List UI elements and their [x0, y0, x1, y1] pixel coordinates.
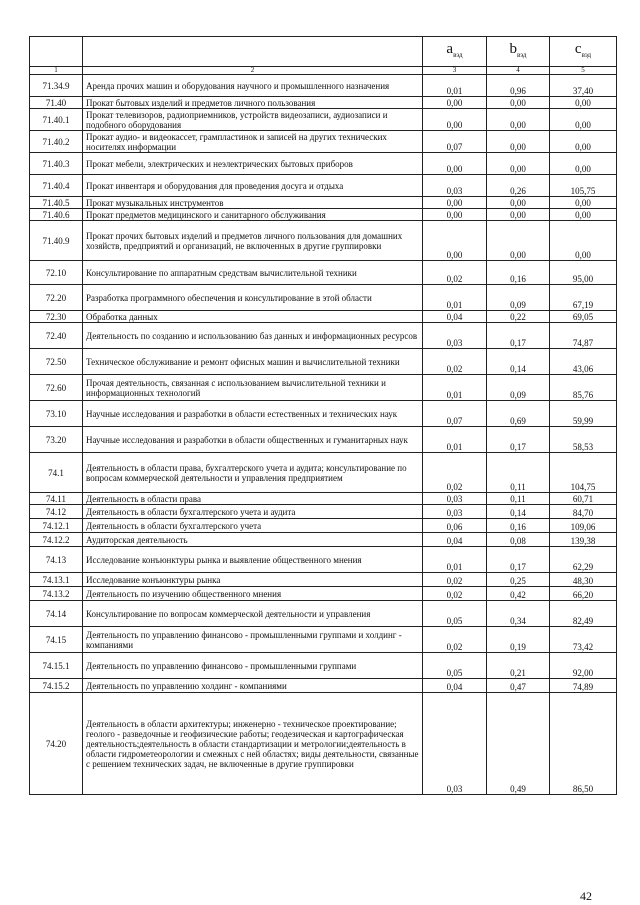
- row-description: Деятельность в области архитектуры; инженерно - техническое проектирование; геолого - разведочные и геофизические работы; геодезическая и картографическая деятельность;деятельность в области стандартизации и метрологии;деятельность в области гидрометеорологии и смежных с ней областях; виды деятельности, связанные с решением технических задач, не включенные в другие группировки: [83, 693, 423, 795]
- row-a-value: 0,01: [423, 375, 487, 401]
- row-a-value: 0,00: [423, 153, 487, 175]
- row-c-value: 104,75: [550, 453, 617, 493]
- row-description: Разработка программного обеспечения и консультирование в этой области: [83, 285, 423, 311]
- row-code: 71.40.3: [30, 153, 83, 175]
- row-c-value: 105,75: [550, 175, 617, 197]
- row-a-value: 0,03: [423, 505, 487, 519]
- row-description: Прокат инвентаря и оборудования для проведения досуга и отдыха: [83, 175, 423, 197]
- row-description: Деятельность в области права: [83, 493, 423, 505]
- index-3: 3: [423, 67, 487, 75]
- row-b-value: 0,00: [487, 97, 550, 109]
- header-a-label: a: [446, 40, 454, 57]
- table-row: [30, 131, 617, 153]
- row-c-value: 0,00: [550, 131, 617, 153]
- row-code: 74.14: [30, 601, 83, 627]
- row-a-value: 0,03: [423, 323, 487, 349]
- row-a-value: 0,07: [423, 131, 487, 153]
- row-description: Прокат телевизоров, радиоприемников, устройств видеозаписи, аудиозаписи и подобного оборудования: [83, 109, 423, 131]
- header-c-sub: вэд: [581, 50, 592, 59]
- row-code: 72.30: [30, 311, 83, 323]
- table-row: [30, 601, 617, 627]
- row-b-value: 0,16: [487, 519, 550, 533]
- row-description: Деятельность по управлению холдинг - компаниями: [83, 679, 423, 693]
- row-description: Прокат музыкальных инструментов: [83, 197, 423, 209]
- table-row: [30, 209, 617, 221]
- index-4: 4: [487, 67, 550, 75]
- row-code: 74.15: [30, 627, 83, 653]
- row-description: Аудиторская деятельность: [83, 533, 423, 547]
- row-a-value: 0,05: [423, 601, 487, 627]
- row-code: 71.40.2: [30, 131, 83, 153]
- row-code: 74.13.1: [30, 573, 83, 587]
- row-code: 73.20: [30, 427, 83, 453]
- row-b-value: 0,11: [487, 453, 550, 493]
- row-a-value: 0,02: [423, 453, 487, 493]
- header-b-sub: вэд: [516, 50, 527, 59]
- table-row: [30, 349, 617, 375]
- row-b-value: 0,00: [487, 197, 550, 209]
- table-row: [30, 97, 617, 109]
- row-code: 74.15.2: [30, 679, 83, 693]
- row-code: 71.40.1: [30, 109, 83, 131]
- index-5: 5: [550, 67, 617, 75]
- row-description: Прокат бытовых изделий и предметов личного пользования: [83, 97, 423, 109]
- row-code: 72.10: [30, 261, 83, 285]
- table-row: [30, 75, 617, 97]
- row-c-value: 59,99: [550, 401, 617, 427]
- row-c-value: 0,00: [550, 209, 617, 221]
- row-b-value: 0,69: [487, 401, 550, 427]
- row-description: Консультирование по вопросам коммерческой деятельности и управления: [83, 601, 423, 627]
- row-description: Научные исследования и разработки в области естественных и технических наук: [83, 401, 423, 427]
- row-c-value: 66,20: [550, 587, 617, 601]
- table-row: [30, 197, 617, 209]
- row-c-value: 0,00: [550, 97, 617, 109]
- row-b-value: 0,34: [487, 601, 550, 627]
- index-1: 1: [30, 67, 83, 75]
- row-c-value: 92,00: [550, 653, 617, 679]
- header-c-cell: [550, 37, 617, 67]
- row-code: 74.13.2: [30, 587, 83, 601]
- row-b-value: 0,00: [487, 209, 550, 221]
- row-a-value: 0,05: [423, 653, 487, 679]
- table-row: [30, 587, 617, 601]
- row-b-value: 0,17: [487, 323, 550, 349]
- index-2: 2: [83, 67, 423, 75]
- row-b-value: 0,17: [487, 547, 550, 573]
- row-a-value: 0,03: [423, 493, 487, 505]
- row-description: Прокат прочих бытовых изделий и предметов личного пользования для домашних хозяйств, предприятий и организаций, не включенных в другие группировки: [83, 221, 423, 261]
- row-description: Деятельность по изучению общественного мнения: [83, 587, 423, 601]
- header-row: [30, 37, 617, 67]
- row-a-value: 0,00: [423, 109, 487, 131]
- row-a-value: 0,02: [423, 587, 487, 601]
- row-b-value: 0,26: [487, 175, 550, 197]
- row-a-value: 0,02: [423, 349, 487, 375]
- row-code: 74.13: [30, 547, 83, 573]
- row-code: 71.40: [30, 97, 83, 109]
- row-c-value: 139,38: [550, 533, 617, 547]
- row-c-value: 82,49: [550, 601, 617, 627]
- row-a-value: 0,02: [423, 627, 487, 653]
- table-row: [30, 375, 617, 401]
- page-number: 42: [580, 889, 592, 903]
- row-c-value: 109,06: [550, 519, 617, 533]
- row-c-value: 0,00: [550, 221, 617, 261]
- row-c-value: 43,06: [550, 349, 617, 375]
- table-row: [30, 311, 617, 323]
- row-b-value: 0,22: [487, 311, 550, 323]
- table-row: [30, 533, 617, 547]
- row-c-value: 48,30: [550, 573, 617, 587]
- row-description: Техническое обслуживание и ремонт офисных машин и вычислительной техники: [83, 349, 423, 375]
- row-code: 72.20: [30, 285, 83, 311]
- table-row: [30, 573, 617, 587]
- row-c-value: 58,53: [550, 427, 617, 453]
- table-row: [30, 693, 617, 795]
- row-a-value: 0,01: [423, 547, 487, 573]
- table-row: [30, 323, 617, 349]
- row-a-value: 0,01: [423, 285, 487, 311]
- row-b-value: 0,09: [487, 285, 550, 311]
- table-row: [30, 427, 617, 453]
- row-code: 72.60: [30, 375, 83, 401]
- row-a-value: 0,02: [423, 573, 487, 587]
- row-a-value: 0,04: [423, 679, 487, 693]
- row-b-value: 0,47: [487, 679, 550, 693]
- row-b-value: 0,09: [487, 375, 550, 401]
- table-row: [30, 221, 617, 261]
- header-a-cell: [423, 37, 487, 67]
- row-description: Деятельность по созданию и использованию баз данных и информационных ресурсов: [83, 323, 423, 349]
- row-code: 74.15.1: [30, 653, 83, 679]
- row-c-value: 86,50: [550, 693, 617, 795]
- row-code: 72.40: [30, 323, 83, 349]
- row-description: Деятельность в области права, бухгалтерского учета и аудита; консультирование по вопросам коммерческой деятельности и управления предприятием: [83, 453, 423, 493]
- row-c-value: 37,40: [550, 75, 617, 97]
- row-code: 71.40.6: [30, 209, 83, 221]
- coefficients-table: [29, 36, 617, 795]
- table-row: [30, 153, 617, 175]
- row-description: Прокат мебели, электрических и неэлектрических бытовых приборов: [83, 153, 423, 175]
- row-code: 71.34.9: [30, 75, 83, 97]
- row-a-value: 0,02: [423, 261, 487, 285]
- row-code: 74.12.2: [30, 533, 83, 547]
- row-description: Деятельность по управлению финансово - промышленными группами и холдинг - компаниями: [83, 627, 423, 653]
- row-a-value: 0,03: [423, 175, 487, 197]
- row-description: Деятельность в области бухгалтерского учета и аудита: [83, 505, 423, 519]
- row-code: 74.12.1: [30, 519, 83, 533]
- row-c-value: 0,00: [550, 109, 617, 131]
- header-b-label: b: [509, 40, 517, 57]
- table-row: [30, 679, 617, 693]
- table-row: [30, 175, 617, 197]
- row-code: 71.40.9: [30, 221, 83, 261]
- row-description: Прокат аудио- и видеокассет, грампластинок и записей на других технических носителях информации: [83, 131, 423, 153]
- table-row: [30, 109, 617, 131]
- row-b-value: 0,00: [487, 131, 550, 153]
- row-code: 73.10: [30, 401, 83, 427]
- row-b-value: 0,00: [487, 109, 550, 131]
- row-code: 74.11: [30, 493, 83, 505]
- row-description: Обработка данных: [83, 311, 423, 323]
- row-b-value: 0,14: [487, 505, 550, 519]
- row-a-value: 0,06: [423, 519, 487, 533]
- row-c-value: 74,87: [550, 323, 617, 349]
- row-c-value: 67,19: [550, 285, 617, 311]
- table-row: [30, 493, 617, 505]
- row-c-value: 0,00: [550, 153, 617, 175]
- row-c-value: 62,29: [550, 547, 617, 573]
- table-row: [30, 627, 617, 653]
- row-c-value: 60,71: [550, 493, 617, 505]
- table-row: [30, 505, 617, 519]
- row-c-value: 85,76: [550, 375, 617, 401]
- row-b-value: 0,11: [487, 493, 550, 505]
- row-code: 74.1: [30, 453, 83, 493]
- header-a-sub: вэд: [453, 50, 463, 59]
- row-a-value: 0,01: [423, 427, 487, 453]
- row-b-value: 0,42: [487, 587, 550, 601]
- table-row: [30, 653, 617, 679]
- row-a-value: 0,00: [423, 221, 487, 261]
- row-description: Исследование конъюнктуры рынка и выявление общественного мнения: [83, 547, 423, 573]
- row-code: 71.40.5: [30, 197, 83, 209]
- row-description: Прочая деятельность, связанная с использованием вычислительной техники и информационных технологий: [83, 375, 423, 401]
- row-description: Прокат предметов медицинского и санитарного обслуживания: [83, 209, 423, 221]
- row-c-value: 74,89: [550, 679, 617, 693]
- row-b-value: 0,00: [487, 153, 550, 175]
- row-c-value: 69,05: [550, 311, 617, 323]
- table-row: [30, 285, 617, 311]
- row-a-value: 0,04: [423, 533, 487, 547]
- row-description: Деятельность в области бухгалтерского учета: [83, 519, 423, 533]
- row-a-value: 0,04: [423, 311, 487, 323]
- row-a-value: 0,00: [423, 209, 487, 221]
- row-description: Консультирование по аппаратным средствам вычислительной техники: [83, 261, 423, 285]
- row-b-value: 0,14: [487, 349, 550, 375]
- row-description: Деятельность по управлению финансово - промышленными группами: [83, 653, 423, 679]
- row-a-value: 0,01: [423, 75, 487, 97]
- row-b-value: 0,16: [487, 261, 550, 285]
- header-c-label: c: [574, 40, 582, 57]
- row-a-value: 0,07: [423, 401, 487, 427]
- header-desc-cell: [83, 37, 423, 67]
- header-b-cell: [487, 37, 550, 67]
- row-c-value: 95,00: [550, 261, 617, 285]
- row-b-value: 0,49: [487, 693, 550, 795]
- row-a-value: 0,00: [423, 97, 487, 109]
- column-index-row: [30, 67, 617, 75]
- row-a-value: 0,03: [423, 693, 487, 795]
- row-description: Аренда прочих машин и оборудования научного и промышленного назначения: [83, 75, 423, 97]
- row-code: 71.40.4: [30, 175, 83, 197]
- table-row: [30, 519, 617, 533]
- row-code: 74.12: [30, 505, 83, 519]
- row-b-value: 0,00: [487, 221, 550, 261]
- row-description: Научные исследования и разработки в области общественных и гуманитарных наук: [83, 427, 423, 453]
- row-b-value: 0,19: [487, 627, 550, 653]
- row-a-value: 0,00: [423, 197, 487, 209]
- table-row: [30, 547, 617, 573]
- header-code-cell: [30, 37, 83, 67]
- row-b-value: 0,96: [487, 75, 550, 97]
- row-code: 74.20: [30, 693, 83, 795]
- row-b-value: 0,17: [487, 427, 550, 453]
- table-body: [30, 37, 617, 795]
- row-description: Исследование конъюнктуры рынка: [83, 573, 423, 587]
- row-c-value: 84,70: [550, 505, 617, 519]
- table-row: [30, 453, 617, 493]
- row-b-value: 0,25: [487, 573, 550, 587]
- row-code: 72.50: [30, 349, 83, 375]
- row-c-value: 0,00: [550, 197, 617, 209]
- table-row: [30, 401, 617, 427]
- row-b-value: 0,21: [487, 653, 550, 679]
- row-c-value: 73,42: [550, 627, 617, 653]
- row-b-value: 0,08: [487, 533, 550, 547]
- table-row: [30, 261, 617, 285]
